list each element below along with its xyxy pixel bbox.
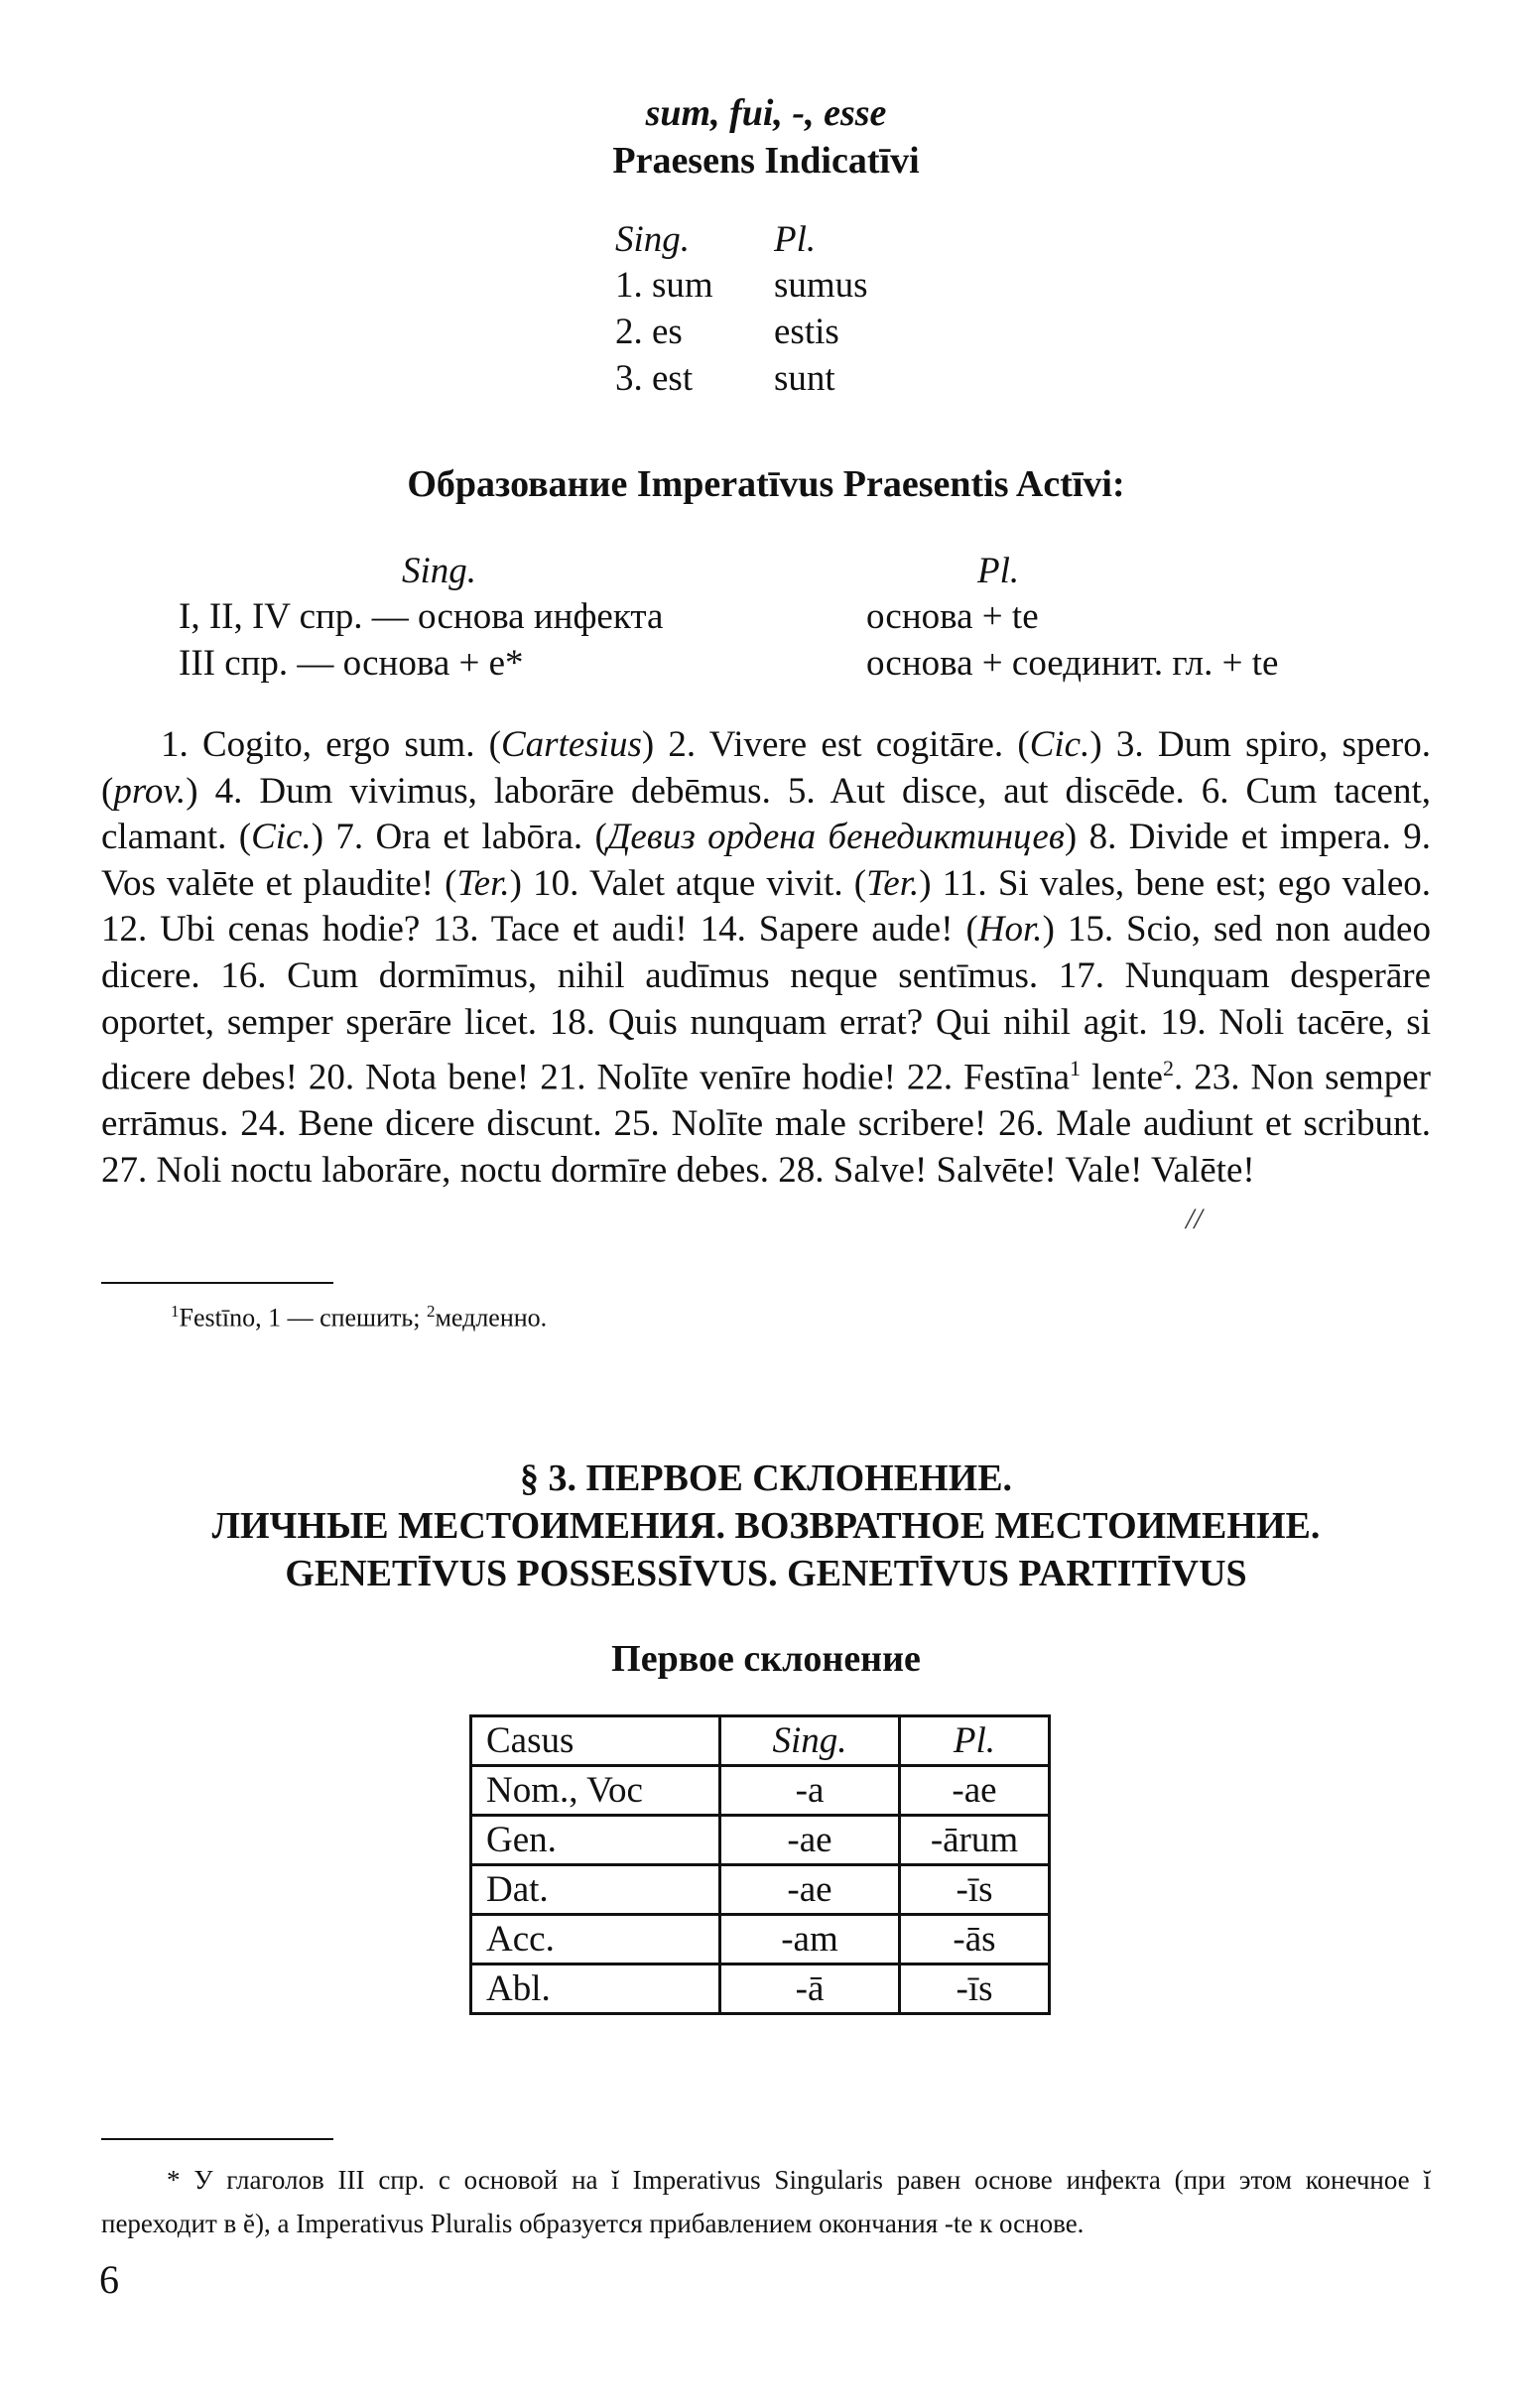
- exercise-text: . 23. Non semper errāmus. 24. Bene dicere discunt. 25. Nolīte male scribere! 26. Male audiunt et scribunt. 27. Noli noctu laborāre, noctu dormīre debes. 28. Salve! Salvēte! Vale! Valēte!: [101, 1057, 1431, 1191]
- source-citation: Ter.: [866, 862, 920, 904]
- section-heading-line: ЛИЧНЫЕ МЕСТОИМЕНИЯ. ВОЗВРАТНОЕ МЕСТОИМЕНИЕ.: [211, 1505, 1321, 1547]
- exercise-text: ) 11. Si vales, bene est; ego valeo. 12. Ubi cenas hodie? 13. Tace et audi! 14. Sapere aude! (: [101, 862, 1431, 951]
- imperative-row-pl: основа + te: [866, 596, 1039, 637]
- table-header-cell: Pl.: [900, 1716, 1050, 1766]
- source-citation: Cartesius: [501, 724, 642, 765]
- table-row: [471, 1964, 1050, 2014]
- footnote-text: [171, 1302, 547, 1333]
- table-header-cell: Sing.: [720, 1716, 900, 1766]
- conj-row-pl: sumus: [774, 265, 868, 306]
- exercise-text: ) 4. Dum vivimus, laborāre debēmus. 5. Aut disce, aut discēde. 6. Cum tacent, clamant. (: [101, 770, 1431, 858]
- imperative-header-pl: Pl.: [977, 551, 1020, 591]
- footnote-entry: медленно.: [435, 1303, 548, 1332]
- bottom-footnote-divider: [101, 2138, 333, 2140]
- table-row: [471, 1865, 1050, 1915]
- section-heading-line: § 3. ПЕРВОЕ СКЛОНЕНИЕ.: [519, 1457, 1013, 1499]
- table-cell: -ā: [720, 1964, 900, 2014]
- footnote-divider: [101, 1282, 333, 1284]
- conj-row-pl: sunt: [774, 358, 835, 399]
- footnote-ref: 1: [1070, 1056, 1082, 1081]
- exercise-text: ) 15. Scio, sed non audeo dicere. 16. Cum dormīmus, nihil audīmus neque sentīmus. 17. Nunquam desperāre oportet, semper sperāre licet. 18. Quis nunquam errat? Qui nihil agit. 19. Noli tacēre, si dicere debes! 20. Nota bene! 21. Nolīte venīre hodie! 22. Festīna: [101, 909, 1431, 1098]
- source-citation: Hor.: [977, 909, 1043, 951]
- table-cell: -ārum: [900, 1816, 1050, 1865]
- footnote-entry: Festīno, 1 — спешить;: [179, 1303, 427, 1332]
- conj-header-sing: Sing.: [615, 219, 691, 260]
- footnote-marker: 2: [426, 1302, 436, 1321]
- section-heading-line: GENETĪVUS POSSESSĪVUS. GENETĪVUS PARTITĪVUS: [285, 1553, 1247, 1594]
- bottom-footnote: * У глаголов III спр. с основой на ĭ Imperativus Singularis равен основе инфекта (при этом конечное ĭ переходит в ĕ), а Imperativus Pluralis образуется прибавлением окончания -te к основе.: [101, 2165, 1431, 2238]
- exercise-paragraph: [101, 722, 1431, 1194]
- table-header-cell: Casus: [471, 1716, 720, 1766]
- exercise-text: ) 10. Valet atque vivit. (: [509, 862, 867, 904]
- declension-table: [469, 1714, 1051, 2015]
- footnote-marker: 1: [171, 1302, 180, 1321]
- table-cell: -ae: [900, 1766, 1050, 1816]
- conj-row-sing: 2. es: [615, 312, 683, 352]
- source-citation: prov.: [113, 770, 187, 812]
- exercise-text: lente: [1081, 1057, 1163, 1098]
- exercise-text: ) 7. Ora et labōra. (: [311, 817, 607, 858]
- imperative-heading: Образование Imperatīvus Praesentis Actīvi:: [407, 463, 1125, 505]
- conj-row-sing: 3. est: [615, 358, 694, 399]
- exercise-text: 1. Cogito, ergo sum. (: [161, 724, 501, 765]
- imperative-header-sing: Sing.: [402, 551, 477, 591]
- table-row: [471, 1816, 1050, 1865]
- table-cell: Gen.: [471, 1816, 720, 1865]
- verb-subtitle: Praesens Indicatīvi: [612, 140, 920, 182]
- table-cell: -am: [720, 1915, 900, 1964]
- conj-header-pl: Pl.: [774, 219, 817, 260]
- table-header-row: [471, 1716, 1050, 1766]
- source-citation: Девиз ордена бенедиктинцев: [606, 817, 1065, 858]
- table-cell: -īs: [900, 1865, 1050, 1915]
- exercise-text: ) 8. Divide et impera. 9. Vos valēte et plaudite! (: [101, 817, 1431, 904]
- footnote-ref: 2: [1162, 1056, 1174, 1081]
- table-cell: -ae: [720, 1865, 900, 1915]
- page-number: 6: [99, 2257, 119, 2302]
- imperative-row-sing: III спр. — основа + e*: [179, 643, 524, 684]
- conj-row-pl: estis: [774, 312, 839, 352]
- table-cell: Abl.: [471, 1964, 720, 2014]
- imperative-row-sing: I, II, IV спр. — основа инфекта: [179, 596, 664, 637]
- exercise-text: ) 2. Vivere est cogitāre. (: [641, 724, 1030, 765]
- section-subheading: Первое склонение: [611, 1638, 921, 1680]
- table-cell: Acc.: [471, 1915, 720, 1964]
- source-citation: Cic.: [1029, 724, 1090, 765]
- table-cell: -īs: [900, 1964, 1050, 2014]
- table-row: [471, 1766, 1050, 1816]
- imperative-row-pl: основа + соединит. гл. + te: [866, 643, 1279, 684]
- table-row: [471, 1915, 1050, 1964]
- table-cell: -a: [720, 1766, 900, 1816]
- verb-title: sum, fui, -, esse: [645, 92, 887, 134]
- source-citation: Cic.: [251, 817, 312, 858]
- exercise-text: ) 3. Dum spiro, spero. (: [101, 724, 1431, 812]
- conj-row-sing: 1. sum: [615, 265, 713, 306]
- table-cell: Nom., Voc: [471, 1766, 720, 1816]
- table-cell: -ās: [900, 1915, 1050, 1964]
- exercise-sentences: [101, 722, 1431, 1194]
- table-cell: Dat.: [471, 1865, 720, 1915]
- source-citation: Ter.: [456, 862, 510, 904]
- table-cell: -ae: [720, 1816, 900, 1865]
- margin-pencil-mark: //: [1186, 1203, 1203, 1235]
